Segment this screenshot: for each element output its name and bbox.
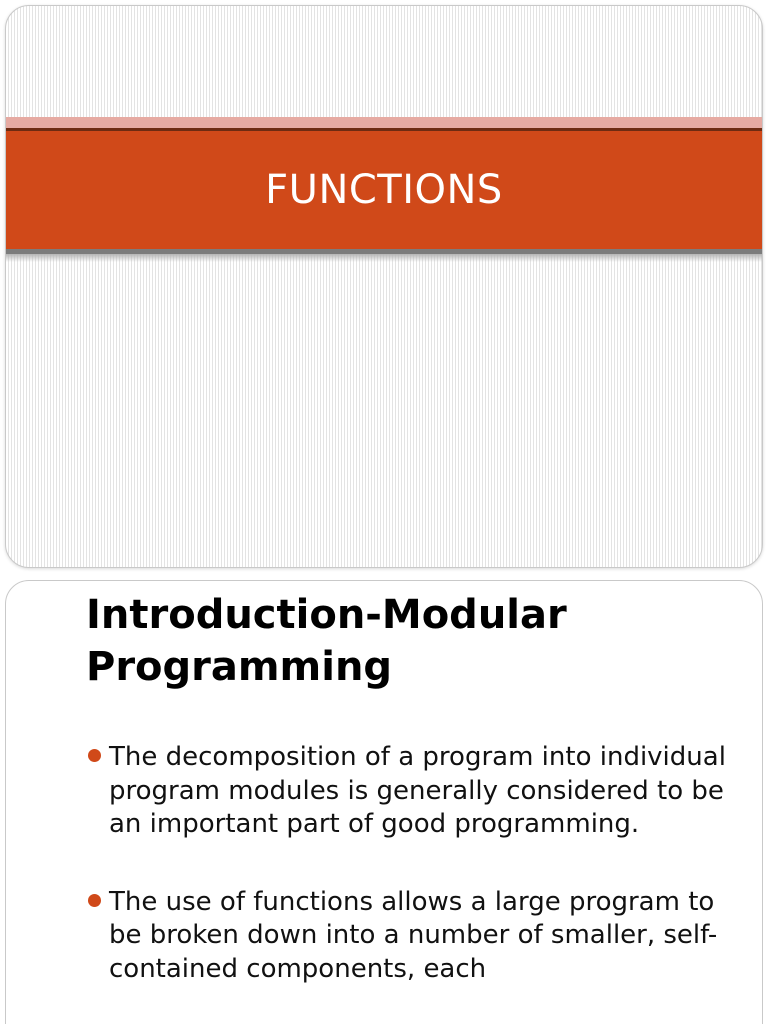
title-band-highlight <box>6 117 762 128</box>
bullet-text: The decomposition of a program into individual program modules is generally considered to be an important part of good programming. <box>109 742 726 839</box>
list-item <box>86 886 736 987</box>
title-band <box>6 131 762 249</box>
bullet-text: The use of functions allows a large program to be broken down into a number of smaller, self-contained components, each <box>109 886 718 984</box>
bullet-dot-icon <box>88 749 101 762</box>
bullet-dot-icon <box>88 894 101 907</box>
slide-heading: Introduction-Modular Programming <box>86 592 567 690</box>
list-item <box>86 741 736 842</box>
bullet-list <box>86 741 736 1024</box>
title-band-shadow <box>6 254 762 262</box>
slide-title: FUNCTIONS <box>265 167 503 213</box>
title-slide <box>5 5 763 568</box>
content-slide <box>5 580 763 1024</box>
